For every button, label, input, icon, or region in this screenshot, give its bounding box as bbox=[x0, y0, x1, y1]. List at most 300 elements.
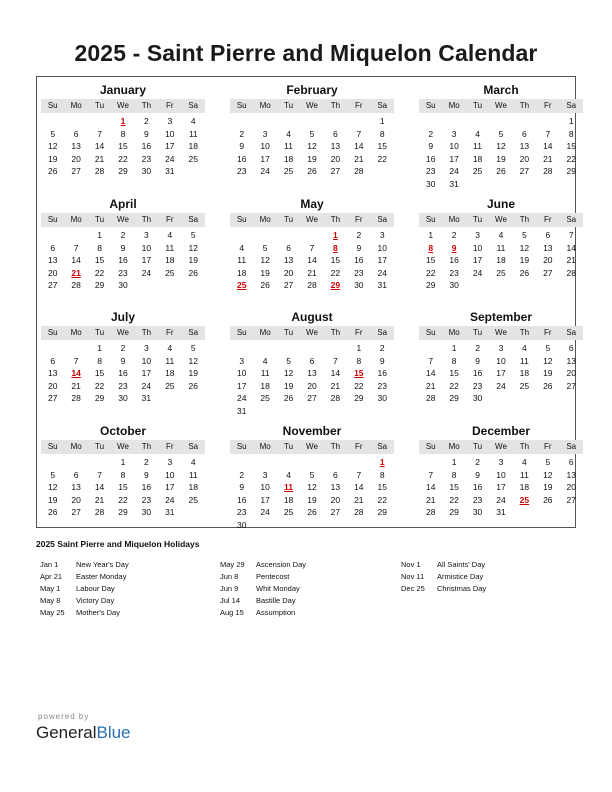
day-cell: 9 bbox=[120, 355, 126, 366]
day-cell: 8 bbox=[451, 469, 457, 480]
day-cell: 6 bbox=[568, 343, 574, 353]
day-cell: 29 bbox=[566, 166, 576, 176]
day-cell: 27 bbox=[566, 380, 576, 391]
day-cell: 22 bbox=[566, 153, 576, 164]
day-cell: 8 bbox=[379, 128, 385, 139]
day-cell: 10 bbox=[260, 482, 270, 492]
weekday-label: We bbox=[306, 328, 318, 337]
day-cell: 13 bbox=[47, 255, 58, 265]
day-cell: 23 bbox=[141, 153, 152, 164]
day-cell: 15 bbox=[330, 255, 341, 265]
day-cell: 10 bbox=[496, 469, 506, 480]
month-name: October bbox=[99, 424, 146, 438]
day-cell: 29 bbox=[425, 280, 436, 290]
calendar-grid bbox=[36, 76, 576, 528]
day-cell: 18 bbox=[188, 482, 198, 492]
empty-day bbox=[513, 115, 536, 128]
empty-day bbox=[513, 279, 536, 292]
day-cell: 13 bbox=[71, 482, 81, 492]
day-cell: 21 bbox=[543, 153, 553, 164]
weekday-label: Mo bbox=[448, 101, 460, 110]
week-row bbox=[41, 279, 205, 292]
weekday-header bbox=[41, 440, 205, 454]
holiday-day: 11 bbox=[284, 482, 294, 492]
month-name: August bbox=[291, 310, 333, 324]
day-cell: 15 bbox=[566, 141, 576, 151]
week-row bbox=[41, 254, 205, 267]
empty-day bbox=[230, 115, 253, 128]
day-cell: 16 bbox=[354, 255, 364, 265]
day-cell: 16 bbox=[236, 494, 247, 505]
day-cell: 28 bbox=[425, 393, 436, 403]
day-cell: 1 bbox=[120, 457, 126, 467]
month-name: May bbox=[300, 197, 324, 211]
day-cell: 17 bbox=[141, 368, 152, 378]
day-cell: 19 bbox=[260, 267, 270, 278]
day-cell: 7 bbox=[428, 469, 434, 480]
day-cell: 26 bbox=[519, 267, 530, 278]
day-cell: 21 bbox=[566, 255, 576, 265]
day-cell: 23 bbox=[236, 166, 247, 176]
empty-day bbox=[466, 115, 489, 128]
week-row bbox=[41, 380, 205, 393]
week-row bbox=[419, 506, 583, 519]
day-cell: 5 bbox=[190, 230, 196, 240]
empty-day bbox=[182, 279, 205, 292]
day-cell: 30 bbox=[118, 280, 128, 290]
day-cell: 20 bbox=[330, 494, 341, 505]
day-cell: 24 bbox=[260, 507, 270, 517]
day-cell: 29 bbox=[94, 280, 105, 290]
weekday-label: Sa bbox=[188, 215, 199, 224]
month-april bbox=[41, 196, 205, 292]
weekday-label: Fr bbox=[166, 101, 174, 110]
month-august bbox=[230, 309, 394, 417]
day-cell: 12 bbox=[188, 355, 198, 366]
day-cell: 3 bbox=[498, 457, 504, 467]
week-row bbox=[419, 140, 583, 153]
holiday-date: May 8 bbox=[40, 596, 61, 605]
day-cell: 19 bbox=[307, 494, 317, 505]
day-cell: 30 bbox=[118, 393, 128, 403]
day-cell: 23 bbox=[425, 166, 436, 176]
day-cell: 18 bbox=[260, 380, 270, 391]
day-cell: 10 bbox=[377, 242, 387, 253]
empty-day bbox=[277, 519, 300, 532]
holiday-date: May 29 bbox=[220, 560, 245, 569]
weekday-label: Sa bbox=[188, 328, 199, 337]
week-row bbox=[419, 469, 583, 482]
day-cell: 24 bbox=[141, 267, 152, 278]
holiday-item bbox=[220, 559, 306, 571]
day-cell: 2 bbox=[239, 469, 245, 480]
day-cell: 11 bbox=[237, 255, 247, 265]
day-cell: 12 bbox=[47, 141, 58, 151]
day-cell: 29 bbox=[377, 507, 387, 517]
weekday-label: We bbox=[117, 101, 129, 110]
empty-day bbox=[277, 405, 300, 418]
day-cell: 13 bbox=[543, 242, 553, 253]
weekday-label: Th bbox=[519, 101, 530, 110]
day-cell: 18 bbox=[165, 255, 175, 265]
day-cell: 26 bbox=[307, 507, 317, 517]
week-row bbox=[419, 494, 583, 507]
empty-day bbox=[41, 456, 64, 469]
week-row bbox=[41, 140, 205, 153]
day-cell: 18 bbox=[236, 267, 247, 278]
brand-logo[interactable] bbox=[36, 723, 131, 743]
day-cell: 27 bbox=[47, 393, 58, 403]
day-cell: 28 bbox=[94, 166, 105, 176]
weekday-header bbox=[230, 99, 394, 113]
day-cell: 31 bbox=[496, 507, 506, 517]
empty-day bbox=[300, 405, 323, 418]
holiday-name: Easter Monday bbox=[76, 572, 127, 581]
day-cell: 27 bbox=[283, 280, 294, 290]
weekday-label: Sa bbox=[377, 442, 388, 451]
weekday-label: Sa bbox=[566, 442, 577, 451]
day-cell: 7 bbox=[545, 128, 551, 139]
day-cell: 15 bbox=[449, 482, 459, 492]
day-cell: 19 bbox=[519, 255, 530, 265]
day-cell: 8 bbox=[97, 242, 102, 253]
empty-day bbox=[253, 519, 276, 532]
day-cell: 24 bbox=[449, 166, 459, 176]
month-july bbox=[41, 309, 205, 405]
day-cell: 2 bbox=[451, 230, 457, 240]
holiday-item bbox=[401, 583, 486, 595]
day-cell: 20 bbox=[71, 153, 81, 164]
day-cell: 2 bbox=[239, 128, 245, 139]
day-cell: 15 bbox=[377, 482, 387, 492]
month-name: September bbox=[469, 310, 533, 324]
day-cell: 25 bbox=[165, 267, 175, 278]
day-cell: 8 bbox=[568, 128, 574, 139]
week-row bbox=[419, 115, 583, 128]
empty-day bbox=[300, 342, 323, 355]
month-name: April bbox=[109, 197, 137, 211]
empty-day bbox=[88, 115, 111, 128]
day-cell: 8 bbox=[379, 469, 385, 480]
week-row bbox=[230, 481, 394, 494]
empty-day bbox=[371, 405, 394, 418]
empty-day bbox=[277, 115, 300, 128]
day-cell: 1 bbox=[451, 457, 457, 467]
day-cell: 5 bbox=[545, 457, 551, 467]
empty-day bbox=[536, 506, 559, 519]
week-row bbox=[419, 355, 583, 368]
holiday-date: Nov 11 bbox=[401, 572, 425, 581]
empty-day bbox=[158, 279, 181, 292]
day-cell: 8 bbox=[451, 355, 457, 366]
day-cell: 14 bbox=[307, 255, 317, 265]
week-row bbox=[41, 355, 205, 368]
day-cell: 10 bbox=[260, 141, 270, 151]
day-cell: 16 bbox=[472, 368, 483, 378]
day-cell: 28 bbox=[543, 166, 553, 176]
empty-day bbox=[300, 115, 323, 128]
week-row bbox=[230, 519, 394, 532]
day-cell: 17 bbox=[165, 141, 175, 151]
day-cell: 4 bbox=[167, 230, 173, 240]
weekday-label: Th bbox=[330, 101, 341, 110]
day-cell: 25 bbox=[283, 166, 294, 176]
day-cell: 28 bbox=[354, 507, 364, 517]
day-cell: 23 bbox=[118, 267, 128, 278]
day-cell: 3 bbox=[475, 230, 480, 240]
day-cell: 10 bbox=[496, 355, 506, 366]
weekday-label: Tu bbox=[284, 328, 294, 337]
day-cell: 27 bbox=[330, 507, 341, 517]
week-row bbox=[419, 392, 583, 405]
holiday-date: Jun 8 bbox=[220, 572, 239, 581]
day-cell: 14 bbox=[425, 482, 436, 492]
day-cell: 14 bbox=[425, 368, 436, 378]
day-cell: 15 bbox=[449, 368, 459, 378]
day-cell: 31 bbox=[165, 507, 175, 517]
holiday-day: 8 bbox=[428, 242, 434, 253]
day-cell: 27 bbox=[307, 393, 317, 403]
weekday-label: Tu bbox=[95, 328, 105, 337]
day-cell: 26 bbox=[260, 280, 270, 290]
weekday-label: Fr bbox=[544, 101, 552, 110]
day-cell: 15 bbox=[118, 482, 128, 492]
day-cell: 16 bbox=[118, 255, 128, 265]
month-name: July bbox=[110, 310, 135, 324]
day-cell: 29 bbox=[118, 507, 128, 517]
holiday-day: 14 bbox=[71, 368, 81, 378]
empty-day bbox=[253, 405, 276, 418]
day-cell: 25 bbox=[283, 507, 294, 517]
day-cell: 17 bbox=[141, 255, 152, 265]
day-cell: 21 bbox=[425, 494, 436, 505]
day-cell: 30 bbox=[236, 519, 247, 530]
day-cell: 30 bbox=[141, 507, 152, 517]
weekday-label: Fr bbox=[544, 328, 552, 337]
day-cell: 6 bbox=[73, 128, 79, 139]
day-cell: 3 bbox=[379, 230, 385, 240]
day-cell: 14 bbox=[354, 141, 364, 151]
weekday-label: Fr bbox=[355, 101, 363, 110]
day-cell: 26 bbox=[543, 380, 553, 391]
day-cell: 9 bbox=[144, 469, 149, 480]
holiday-item bbox=[40, 583, 129, 595]
day-cell: 18 bbox=[496, 255, 506, 265]
day-cell: 12 bbox=[307, 141, 317, 151]
week-row bbox=[230, 380, 394, 393]
week-row bbox=[230, 469, 394, 482]
empty-day bbox=[489, 178, 512, 191]
week-row bbox=[41, 153, 205, 166]
empty-day bbox=[560, 506, 583, 519]
day-cell: 4 bbox=[286, 469, 291, 480]
day-cell: 5 bbox=[50, 128, 56, 139]
holiday-item bbox=[220, 571, 306, 583]
day-cell: 19 bbox=[188, 255, 198, 265]
day-cell: 18 bbox=[519, 482, 530, 492]
holiday-name: Bastille Day bbox=[256, 596, 296, 605]
week-row bbox=[41, 494, 205, 507]
holiday-item bbox=[220, 595, 306, 607]
day-cell: 12 bbox=[543, 355, 553, 366]
weekday-label: Fr bbox=[355, 328, 363, 337]
weekday-label: Su bbox=[47, 442, 58, 451]
empty-day bbox=[182, 165, 205, 178]
weekday-header bbox=[41, 99, 205, 113]
day-cell: 29 bbox=[449, 393, 459, 403]
day-cell: 29 bbox=[94, 393, 105, 403]
week-row bbox=[419, 229, 583, 242]
day-cell: 26 bbox=[188, 267, 198, 278]
page-title: 2025 - Saint Pierre and Miquelon Calendar bbox=[74, 40, 538, 66]
day-cell: 19 bbox=[188, 368, 198, 378]
empty-day bbox=[41, 229, 64, 242]
weekday-label: Mo bbox=[70, 101, 82, 110]
day-cell: 3 bbox=[167, 457, 173, 467]
week-row bbox=[419, 242, 583, 255]
day-cell: 20 bbox=[307, 380, 317, 391]
day-cell: 1 bbox=[428, 230, 434, 240]
week-row bbox=[230, 367, 394, 380]
day-cell: 15 bbox=[94, 255, 105, 265]
weekday-header bbox=[419, 326, 583, 340]
week-row bbox=[41, 165, 205, 178]
empty-day bbox=[253, 229, 276, 242]
day-cell: 2 bbox=[428, 128, 434, 139]
day-cell: 15 bbox=[377, 141, 387, 151]
weekday-label: Th bbox=[519, 442, 530, 451]
weekday-label: We bbox=[495, 101, 507, 110]
day-cell: 2 bbox=[120, 230, 126, 240]
day-cell: 18 bbox=[188, 141, 198, 151]
day-cell: 22 bbox=[377, 494, 387, 505]
empty-day bbox=[253, 342, 276, 355]
week-row bbox=[419, 367, 583, 380]
day-cell: 9 bbox=[356, 242, 362, 253]
day-cell: 29 bbox=[449, 507, 459, 517]
day-cell: 9 bbox=[379, 355, 385, 366]
day-cell: 9 bbox=[475, 469, 480, 480]
day-cell: 9 bbox=[239, 482, 245, 492]
weekday-label: Su bbox=[425, 215, 436, 224]
day-cell: 6 bbox=[522, 128, 527, 139]
day-cell: 27 bbox=[543, 267, 553, 278]
day-cell: 18 bbox=[283, 494, 294, 505]
day-cell: 25 bbox=[260, 393, 270, 403]
holiday-name: Assumption bbox=[256, 608, 296, 617]
weekday-label: Sa bbox=[566, 101, 577, 110]
day-cell: 19 bbox=[307, 153, 317, 164]
week-row bbox=[419, 380, 583, 393]
weekday-label: Fr bbox=[544, 442, 552, 451]
day-cell: 24 bbox=[496, 494, 506, 505]
day-cell: 17 bbox=[377, 255, 387, 265]
day-cell: 20 bbox=[519, 153, 530, 164]
day-cell: 12 bbox=[543, 469, 553, 480]
day-cell: 10 bbox=[472, 242, 483, 253]
holiday-item bbox=[40, 607, 129, 619]
holiday-day: 8 bbox=[333, 242, 338, 253]
weekday-label: Tu bbox=[284, 442, 294, 451]
day-cell: 6 bbox=[50, 355, 56, 366]
day-cell: 13 bbox=[330, 141, 341, 151]
weekday-label: We bbox=[306, 215, 318, 224]
month-name: February bbox=[286, 83, 338, 97]
empty-day bbox=[536, 392, 559, 405]
day-cell: 14 bbox=[94, 141, 105, 151]
week-row bbox=[419, 165, 583, 178]
holiday-day: 21 bbox=[71, 267, 81, 278]
day-cell: 7 bbox=[309, 242, 315, 253]
weekday-label: Mo bbox=[259, 442, 271, 451]
day-cell: 3 bbox=[498, 343, 504, 353]
day-cell: 8 bbox=[97, 355, 102, 366]
empty-day bbox=[324, 342, 347, 355]
day-cell: 12 bbox=[496, 141, 506, 151]
day-cell: 7 bbox=[73, 355, 79, 366]
holiday-day: 29 bbox=[330, 280, 341, 290]
day-cell: 11 bbox=[165, 242, 175, 253]
day-cell: 10 bbox=[141, 355, 152, 366]
day-cell: 2 bbox=[475, 457, 480, 467]
week-row bbox=[419, 178, 583, 191]
day-cell: 4 bbox=[190, 457, 196, 467]
day-cell: 5 bbox=[262, 242, 268, 253]
weekday-label: Su bbox=[47, 101, 58, 110]
holiday-item bbox=[401, 559, 486, 571]
day-cell: 12 bbox=[519, 242, 530, 253]
day-cell: 12 bbox=[283, 368, 294, 378]
day-cell: 2 bbox=[475, 343, 480, 353]
day-cell: 11 bbox=[473, 141, 482, 151]
day-cell: 14 bbox=[94, 482, 105, 492]
day-cell: 1 bbox=[97, 343, 102, 353]
day-cell: 16 bbox=[377, 368, 387, 378]
day-cell: 30 bbox=[377, 393, 387, 403]
week-row bbox=[419, 481, 583, 494]
empty-day bbox=[88, 456, 111, 469]
weekday-label: Tu bbox=[284, 215, 294, 224]
empty-day bbox=[489, 392, 512, 405]
day-cell: 16 bbox=[472, 482, 483, 492]
week-row bbox=[41, 506, 205, 519]
week-row bbox=[230, 153, 394, 166]
day-cell: 21 bbox=[71, 380, 81, 391]
day-cell: 7 bbox=[568, 230, 574, 240]
day-cell: 17 bbox=[496, 482, 506, 492]
day-cell: 3 bbox=[451, 128, 457, 139]
weekday-label: Tu bbox=[473, 328, 483, 337]
empty-day bbox=[41, 115, 64, 128]
powered-by-text: powered by bbox=[38, 712, 90, 721]
day-cell: 6 bbox=[545, 230, 551, 240]
empty-day bbox=[371, 519, 394, 532]
day-cell: 7 bbox=[356, 469, 362, 480]
month-march bbox=[419, 82, 583, 190]
day-cell: 15 bbox=[94, 368, 105, 378]
holiday-name: Christmas Day bbox=[437, 584, 487, 593]
day-cell: 3 bbox=[262, 469, 268, 480]
weekday-label: Fr bbox=[544, 215, 552, 224]
day-cell: 27 bbox=[330, 166, 341, 176]
day-cell: 31 bbox=[377, 280, 387, 290]
month-december bbox=[419, 423, 583, 519]
day-cell: 20 bbox=[566, 368, 576, 378]
day-cell: 27 bbox=[47, 280, 58, 290]
day-cell: 9 bbox=[144, 128, 149, 139]
day-cell: 16 bbox=[425, 153, 436, 164]
holiday-day: 1 bbox=[379, 457, 385, 467]
